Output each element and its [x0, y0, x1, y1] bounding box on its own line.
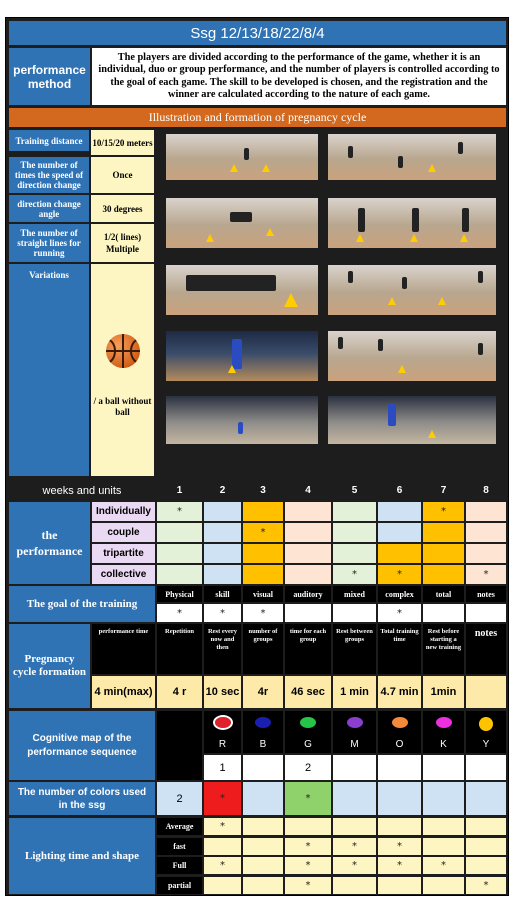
performance-mark: [378, 523, 421, 542]
performance-mark: [204, 502, 241, 521]
performance-mark: [285, 544, 331, 563]
week-number-2: 2: [219, 485, 226, 496]
drill-photo-10: [328, 396, 496, 444]
lighting-mark: [243, 857, 283, 874]
color-dot-icon: [215, 717, 231, 728]
performance-mark: *: [378, 565, 421, 584]
sequence-number: [243, 755, 283, 780]
formation-header: Repetition: [157, 624, 202, 674]
lighting-mark: *: [285, 877, 331, 894]
performance-mark: [243, 565, 283, 584]
performance-mark: [466, 502, 506, 521]
performance-mark: [423, 544, 464, 563]
week-number-4: 4: [305, 485, 311, 496]
drill-photo-3: [166, 198, 318, 248]
color-dot-icon: [479, 717, 493, 731]
goal-header-auditory: auditory: [285, 586, 331, 602]
color-dot-icon: [300, 717, 316, 728]
formation-header: performance time: [92, 624, 155, 674]
drill-photo-5: [166, 265, 318, 315]
spec-label-angle: direction change angle: [9, 195, 89, 222]
formation-header: Rest every now and then: [204, 624, 241, 674]
color-letter: K: [440, 738, 447, 750]
lighting-mark: *: [204, 857, 241, 874]
performance-mark: *: [466, 565, 506, 584]
performance-mark: [157, 565, 202, 584]
colors-count: 2: [157, 782, 202, 815]
spec-value-angle: 30 degrees: [91, 195, 154, 222]
sequence-number: [466, 755, 506, 780]
variations-value: / a ball without ball: [93, 396, 152, 417]
goal-mark: *: [204, 604, 241, 622]
color-letter: B: [259, 738, 267, 750]
colors-used-mark: [243, 782, 283, 815]
performance-mark: [466, 544, 506, 563]
sequence-number: [423, 755, 464, 780]
goal-mark: *: [157, 604, 202, 622]
spec-label-direction-speed: The number of times the speed of direction change: [9, 157, 89, 193]
cognitive-color-cell: [378, 711, 421, 753]
performance-label: the performance: [9, 502, 90, 584]
formation-value: 1 min: [333, 676, 376, 708]
formation-header: number of groups: [243, 624, 283, 674]
spec-label-straight-lines: The number of straight lines for running: [9, 224, 89, 262]
formation-label: Pregnancy cycle formation: [9, 624, 90, 708]
week-number-3: 3: [260, 485, 266, 496]
performance-mark: *: [243, 523, 283, 542]
color-dot-icon: [436, 717, 452, 728]
lighting-label: Lighting time and shape: [9, 818, 155, 894]
goal-header-total: total: [423, 586, 464, 602]
drill-photo-7: [166, 331, 318, 381]
colors-used-mark: *: [285, 782, 331, 815]
performance-mark: [157, 523, 202, 542]
color-letter: Y: [482, 738, 490, 750]
lighting-mark: *: [333, 857, 376, 874]
lighting-mark: *: [204, 818, 241, 835]
formation-value: 4.7 min: [378, 676, 421, 708]
spec-value-direction-speed: Once: [91, 157, 154, 193]
performance-mark: [285, 565, 331, 584]
goal-header-notes: notes: [466, 586, 506, 602]
lighting-mark: [423, 877, 464, 894]
formation-value: 4 min(max): [92, 676, 155, 708]
goal-header-visual: visual: [243, 586, 283, 602]
cognitive-color-cell: [204, 711, 241, 753]
lighting-mark: [423, 818, 464, 835]
performance-row-label-3: tripartite: [92, 544, 155, 563]
performance-mark: *: [157, 502, 202, 521]
lighting-mark: *: [423, 857, 464, 874]
color-letter: M: [350, 738, 359, 750]
drill-photo-1: [166, 134, 318, 180]
lighting-mark: *: [285, 838, 331, 855]
lighting-mark: [423, 838, 464, 855]
lighting-mark: *: [466, 877, 506, 894]
performance-mark: [423, 523, 464, 542]
color-dot-icon: [347, 717, 363, 728]
formation-value: 10 sec: [204, 676, 241, 708]
lighting-row-label-average: Average: [157, 818, 202, 835]
colors-used-mark: [466, 782, 506, 815]
color-letter: O: [395, 738, 404, 750]
colors-used-mark: [378, 782, 421, 815]
performance-mark: [285, 523, 331, 542]
formation-header: Total training time: [378, 624, 421, 674]
formation-header: time for each group: [285, 624, 331, 674]
performance-mark: [423, 565, 464, 584]
cognitive-blank: [157, 711, 202, 780]
lighting-mark: [466, 818, 506, 835]
formation-value: 4r: [243, 676, 283, 708]
goal-label: The goal of the training: [9, 586, 155, 622]
lighting-mark: [243, 838, 283, 855]
colors-used-mark: *: [204, 782, 241, 815]
drill-photo-4: [328, 198, 496, 248]
lighting-mark: [285, 818, 331, 835]
lighting-mark: [378, 818, 421, 835]
goal-header-complex: complex: [378, 586, 421, 602]
color-letter: R: [218, 738, 227, 750]
week-number-7: 7: [440, 485, 447, 496]
cognitive-color-cell: [333, 711, 376, 753]
sequence-number: 2: [285, 755, 331, 780]
formation-value: 46 sec: [285, 676, 331, 708]
lighting-row-label-full: Full: [157, 857, 202, 874]
spec-label-distance: Training distance: [9, 130, 89, 151]
performance-mark: [378, 544, 421, 563]
spec-value-distance: 10/15/20 meters: [91, 130, 154, 155]
performance-mark: [378, 502, 421, 521]
cognitive-color-cell: [466, 711, 506, 753]
performance-mark: [204, 544, 241, 563]
spec-value-straight-lines: 1/2( lines) Multiple: [91, 224, 154, 262]
performance-mark: [204, 523, 241, 542]
lighting-mark: [466, 838, 506, 855]
drill-photo-2: [328, 134, 496, 180]
color-letter: G: [304, 738, 312, 750]
performance-mark: *: [423, 502, 464, 521]
lighting-mark: [243, 818, 283, 835]
performance-mark: [333, 523, 376, 542]
goal-mark: *: [243, 604, 283, 622]
drill-photo-9: [166, 396, 318, 444]
formation-value: 1min: [423, 676, 464, 708]
cognitive-color-cell: [243, 711, 283, 753]
goal-header-mixed: mixed: [333, 586, 376, 602]
goal-header-skill: skill: [204, 586, 241, 602]
sequence-number: [333, 755, 376, 780]
goal-mark: [466, 604, 506, 622]
lighting-mark: [204, 838, 241, 855]
lighting-mark: [204, 877, 241, 894]
performance-method-label: performance method: [9, 48, 90, 105]
color-dot-icon: [255, 717, 271, 728]
formation-value: [466, 676, 506, 708]
performance-row-label-2: couple: [92, 523, 155, 542]
formation-header: Rest before starting a new training: [423, 624, 464, 674]
basketball-icon: [106, 334, 140, 368]
formation-header: notes: [466, 624, 506, 674]
color-dot-icon: [392, 717, 408, 728]
variations-label: Variations: [9, 264, 89, 476]
lighting-row-label-partial: partial: [157, 877, 202, 894]
sequence-number: [378, 755, 421, 780]
week-number-5: 5: [351, 485, 358, 496]
cognitive-color-cell: [423, 711, 464, 753]
cognitive-label: Cognitive map of the performance sequence: [9, 711, 155, 780]
performance-row-label-4: collective: [92, 565, 155, 584]
lighting-mark: [243, 877, 283, 894]
week-number-6: 6: [396, 485, 403, 496]
lighting-mark: *: [378, 838, 421, 855]
performance-mark: [243, 544, 283, 563]
performance-mark: [333, 544, 376, 563]
cognitive-color-cell: [285, 711, 331, 753]
goal-mark: *: [378, 604, 421, 622]
illustration-header: Illustration and formation of pregnancy cycle: [9, 108, 506, 127]
performance-mark: [243, 502, 283, 521]
formation-header: Rest between groups: [333, 624, 376, 674]
performance-mark: [466, 523, 506, 542]
lighting-mark: [466, 857, 506, 874]
drill-photo-8: [328, 331, 496, 381]
lighting-mark: *: [333, 838, 376, 855]
performance-mark: [333, 502, 376, 521]
week-number-8: 8: [483, 485, 489, 496]
performance-mark: *: [333, 565, 376, 584]
lighting-mark: [378, 877, 421, 894]
performance-mark: [204, 565, 241, 584]
lighting-mark: [333, 877, 376, 894]
performance-mark: [157, 544, 202, 563]
goal-mark: [333, 604, 376, 622]
colors-used-mark: [423, 782, 464, 815]
colors-used-label: The number of colors used in the ssg: [9, 782, 155, 815]
goal-mark: [423, 604, 464, 622]
colors-used-mark: [333, 782, 376, 815]
goal-header-physical: Physical: [157, 586, 202, 602]
formation-value: 4 r: [157, 676, 202, 708]
performance-method-text: The players are divided according to the performance of the game, whether it is an individual, duo or group performance, and the number of players is controlled according to the goal of each game. The skill to be developed is chosen, and the registration and the winner are calculated according to the nature of each game.: [92, 48, 506, 105]
lighting-mark: *: [378, 857, 421, 874]
week-number-1: 1: [176, 485, 183, 496]
performance-mark: [285, 502, 331, 521]
lighting-mark: *: [285, 857, 331, 874]
goal-mark: [285, 604, 331, 622]
lighting-row-label-fast: fast: [157, 838, 202, 855]
drill-photo-6: [328, 265, 496, 315]
sequence-number: 1: [204, 755, 241, 780]
lighting-mark: [333, 818, 376, 835]
performance-row-label-1: Individually: [92, 502, 155, 521]
variations-cell: [91, 264, 154, 476]
document-title: Ssg 12/13/18/22/8/4: [9, 21, 506, 45]
weeks-label: weeks and units: [42, 484, 122, 497]
